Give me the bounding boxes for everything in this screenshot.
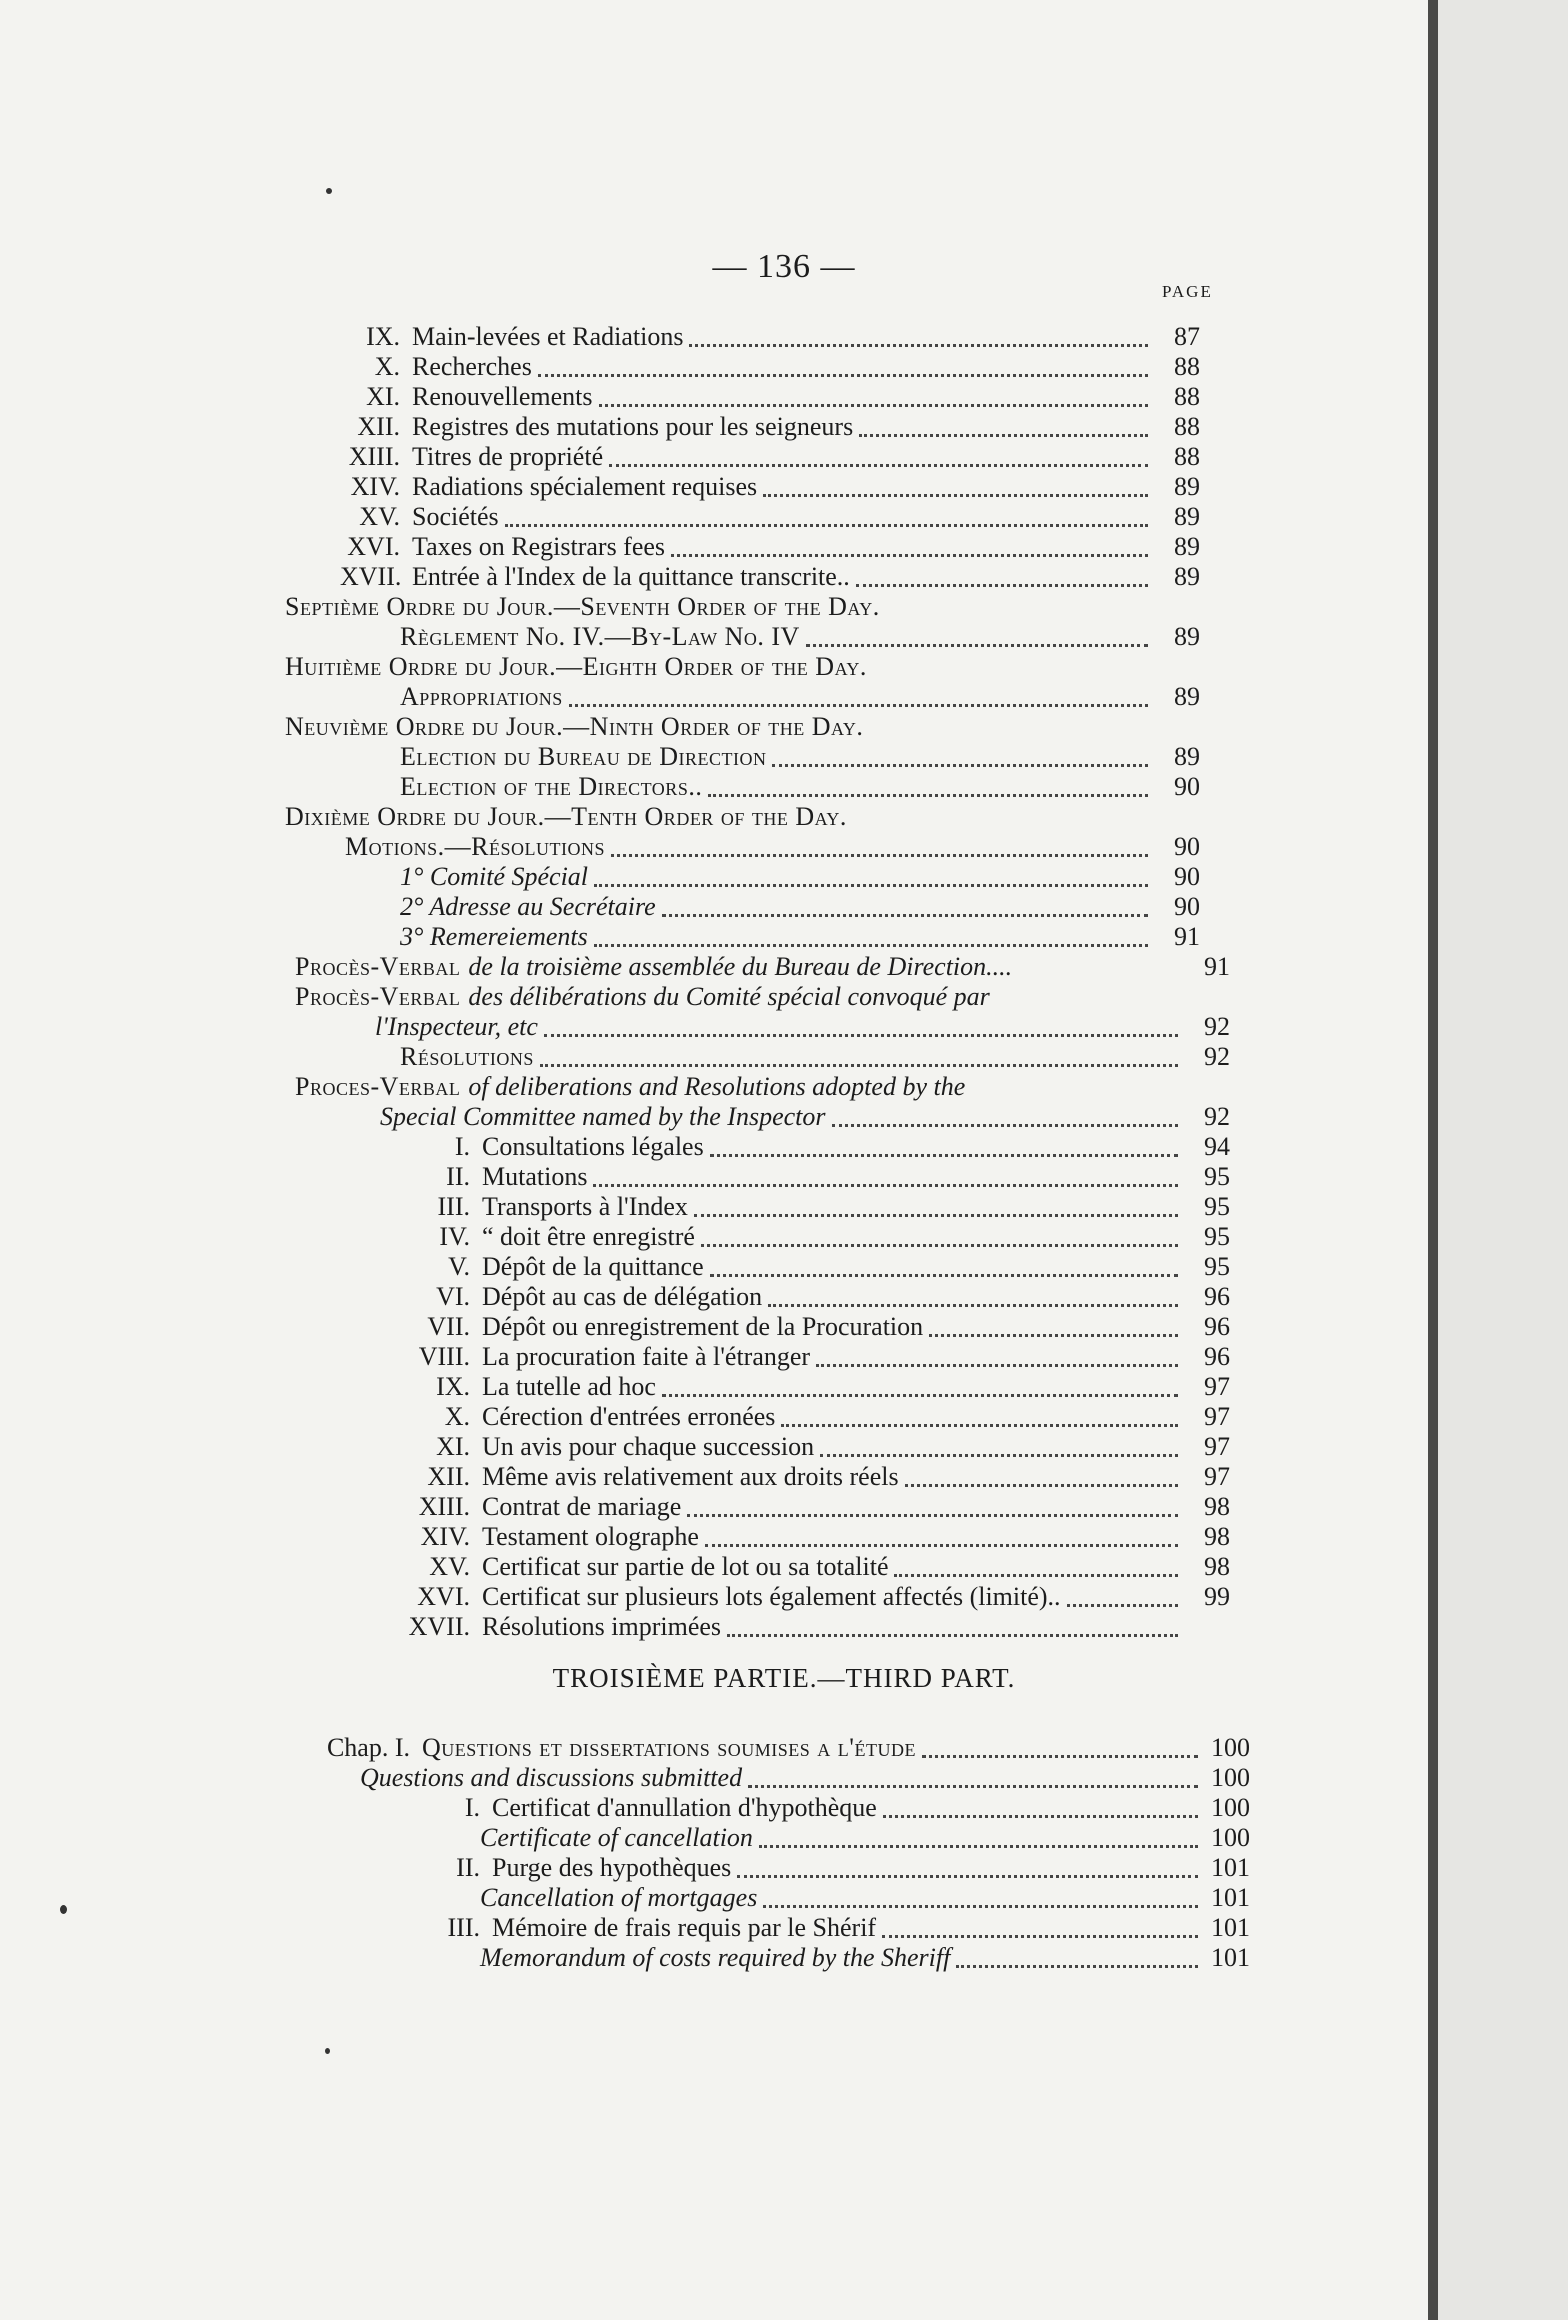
toc-entry	[400, 1192, 1230, 1222]
adjacent-page-strip	[1438, 0, 1568, 2320]
order-of-day-heading: Huitième Ordre du Jour.—Eighth Order of the Day.	[285, 652, 867, 681]
dot-leader	[806, 644, 1148, 647]
entry-number: VII.	[427, 1312, 470, 1341]
entry-page: 89	[1174, 622, 1200, 651]
toc-entry	[420, 1793, 1250, 1823]
entry-page: 94	[1204, 1132, 1230, 1161]
dot-leader	[609, 464, 1148, 467]
entry-page: 92	[1204, 1012, 1230, 1041]
entry-title: l'Inspecteur, etc	[375, 1012, 538, 1041]
entry-title: Radiations spécialement requises	[412, 472, 758, 501]
toc-entry	[340, 322, 1200, 352]
toc-entry	[400, 772, 1200, 802]
dot-leader	[689, 344, 1148, 347]
toc-entry	[400, 1462, 1230, 1492]
dot-leader	[705, 1544, 1178, 1547]
entry-number: XV.	[429, 1552, 470, 1581]
entry-number: XIV.	[420, 1522, 470, 1551]
entry-page: 89	[1174, 742, 1200, 771]
entry-title: de la troisième assemblée du Bureau de Direction....	[468, 952, 1013, 981]
dot-leader	[832, 1124, 1179, 1127]
dot-leader	[781, 1424, 1178, 1427]
entry-title: Election du Bureau de Direction	[400, 742, 767, 771]
entry-title: Consultations légales	[482, 1132, 704, 1161]
entry-number: XV.	[359, 502, 400, 531]
dot-leader	[929, 1334, 1178, 1337]
entry-page: 101	[1211, 1913, 1250, 1942]
entry-page: 90	[1174, 892, 1200, 921]
entry-number: IX.	[436, 1372, 470, 1401]
dot-leader	[956, 1965, 1198, 1968]
entry-title: Résolutions imprimées	[482, 1612, 722, 1641]
entry-page: 96	[1204, 1342, 1230, 1371]
entry-number: II.	[446, 1162, 470, 1191]
entry-page: 90	[1174, 772, 1200, 801]
entry-number: XI.	[366, 382, 400, 411]
dot-leader	[768, 1304, 1178, 1307]
entry-page: 100	[1211, 1733, 1250, 1762]
entry-page: 88	[1174, 442, 1200, 471]
entry-page: 99	[1204, 1582, 1230, 1611]
toc-entry	[400, 1612, 1230, 1642]
toc-entry	[400, 1402, 1230, 1432]
entry-title: 1° Comité Spécial	[400, 862, 589, 891]
entry-page: 98	[1204, 1552, 1230, 1581]
toc-entry	[295, 952, 1230, 982]
entry-title: Appropriations	[400, 682, 563, 711]
entry-title: Testament olographe	[482, 1522, 699, 1551]
dot-leader	[710, 1154, 1178, 1157]
entry-title: Contrat de mariage	[482, 1492, 682, 1521]
entry-number: XII.	[357, 412, 400, 441]
toc-entry	[400, 1132, 1230, 1162]
entry-page: 96	[1204, 1282, 1230, 1311]
toc-entry	[380, 1102, 1230, 1132]
dot-leader	[594, 884, 1148, 887]
entry-title: Dépôt de la quittance	[482, 1252, 704, 1281]
dot-leader	[763, 494, 1148, 497]
dot-leader	[540, 1064, 1178, 1067]
dot-leader	[820, 1454, 1178, 1457]
dot-leader	[772, 764, 1148, 767]
dot-leader	[538, 374, 1148, 377]
toc-entry	[400, 1252, 1230, 1282]
toc-entry	[400, 1312, 1230, 1342]
dot-leader	[859, 434, 1148, 437]
entry-title: Taxes on Registrars fees	[412, 532, 666, 561]
dot-leader	[882, 1935, 1198, 1938]
dot-leader	[708, 794, 1148, 797]
entry-page: 95	[1204, 1192, 1230, 1221]
toc-entry	[340, 412, 1200, 442]
toc-entry	[295, 1072, 1200, 1102]
toc-entry	[420, 1853, 1250, 1883]
toc-entry	[480, 1943, 1250, 1973]
entry-title: Certificat sur plusieurs lots également affectés (limité)..	[482, 1582, 1061, 1611]
toc-entry	[345, 832, 1200, 862]
dot-leader	[883, 1815, 1198, 1818]
dot-leader	[710, 1274, 1178, 1277]
toc-entry	[480, 1823, 1250, 1853]
entry-number: XIV.	[350, 472, 400, 501]
entry-page: 97	[1204, 1372, 1230, 1401]
dot-leader	[544, 1034, 1178, 1037]
entry-title: Certificat sur partie de lot ou sa totalité	[482, 1552, 889, 1581]
entry-number: XVI.	[347, 532, 400, 561]
toc-entry	[400, 862, 1200, 892]
entry-page: 91	[1174, 922, 1200, 951]
entry-title: Questions et dissertations soumises a l'étude	[422, 1733, 916, 1762]
entry-page: 90	[1174, 862, 1200, 891]
entry-title: Mutations	[482, 1162, 588, 1191]
entry-number: VI.	[436, 1282, 470, 1311]
dot-leader	[922, 1755, 1198, 1758]
entry-title: Certificat d'annullation d'hypothèque	[492, 1793, 877, 1822]
order-of-day-heading: Dixième Ordre du Jour.—Tenth Order of the Day.	[285, 802, 847, 831]
entry-number: VIII.	[418, 1342, 470, 1371]
entry-title: Mémoire de frais requis par le Shérif	[492, 1913, 877, 1942]
toc-entry	[420, 1913, 1250, 1943]
toc-entry	[340, 352, 1200, 382]
dot-leader	[662, 914, 1148, 917]
entry-page: 91	[1204, 952, 1230, 981]
entry-page: 101	[1211, 1853, 1250, 1882]
entry-page: 89	[1174, 472, 1200, 501]
toc-entry	[340, 442, 1200, 472]
entry-title: Un avis pour chaque succession	[482, 1432, 815, 1461]
entry-page: 98	[1204, 1492, 1230, 1521]
entry-title: La procuration faite à l'étranger	[482, 1342, 811, 1371]
entry-number: XVII.	[408, 1612, 470, 1641]
third-part-heading: TROISIÈME PARTIE.—THIRD PART.	[552, 1663, 1016, 1693]
ink-speck	[326, 188, 332, 194]
ink-speck	[60, 1905, 67, 1914]
entry-title: “ doit être enregistré	[482, 1222, 695, 1251]
toc-entry	[400, 1432, 1230, 1462]
entry-title: Main-levées et Radiations	[412, 322, 684, 351]
dot-leader	[748, 1785, 1198, 1788]
entry-page: 87	[1174, 322, 1200, 351]
entry-number: I.	[464, 1793, 480, 1822]
entry-title: 3° Remereiements	[400, 922, 588, 951]
entry-page: 95	[1204, 1252, 1230, 1281]
toc-entry	[400, 1042, 1230, 1072]
entry-title: 2° Adresse au Secrétaire	[400, 892, 656, 921]
entry-page: 100	[1211, 1823, 1250, 1852]
entry-number: IV.	[439, 1222, 470, 1251]
ink-speck	[325, 2048, 330, 2054]
dot-leader	[759, 1845, 1198, 1848]
entry-number: I.	[454, 1132, 470, 1161]
toc-entry	[400, 1222, 1230, 1252]
entry-number: Chap. I.	[326, 1733, 410, 1762]
dot-leader	[763, 1905, 1198, 1908]
entry-page: 89	[1174, 562, 1200, 591]
entry-page: 95	[1204, 1162, 1230, 1191]
dot-leader	[856, 584, 1148, 587]
entry-number: XI.	[436, 1432, 470, 1461]
entry-page: 101	[1211, 1883, 1250, 1912]
toc-entry	[400, 1162, 1230, 1192]
entry-title: Même avis relativement aux droits réels	[482, 1462, 899, 1491]
entry-page: 100	[1211, 1793, 1250, 1822]
entry-title: Certificate of cancellation	[480, 1823, 753, 1852]
toc-entry	[340, 562, 1200, 592]
entry-page: 89	[1174, 532, 1200, 561]
entry-number: II.	[456, 1853, 480, 1882]
entry-page: 92	[1204, 1102, 1230, 1131]
toc-entry	[400, 622, 1200, 652]
entry-number: XIII.	[348, 442, 400, 471]
toc-entry	[400, 1282, 1230, 1312]
entry-page: 97	[1204, 1432, 1230, 1461]
entry-page: 88	[1174, 352, 1200, 381]
entry-page: 96	[1204, 1312, 1230, 1341]
entry-number: XVI.	[417, 1582, 470, 1611]
entry-number: V.	[448, 1252, 470, 1281]
entry-title: Cancellation of mortgages	[480, 1883, 758, 1912]
entry-page: 88	[1174, 412, 1200, 441]
entry-title: des délibérations du Comité spécial convoqué par	[468, 982, 990, 1011]
toc-entry	[400, 1552, 1230, 1582]
toc-entry	[400, 1522, 1230, 1552]
toc-entry	[400, 922, 1200, 952]
entry-page: 92	[1204, 1042, 1230, 1071]
order-of-day-heading: Neuvième Ordre du Jour.—Ninth Order of the Day.	[285, 712, 864, 741]
entry-title: Purge des hypothèques	[492, 1853, 732, 1882]
entry-title: Transports à l'Index	[482, 1192, 688, 1221]
entry-number: XII.	[427, 1462, 470, 1491]
dot-leader	[662, 1394, 1178, 1397]
entry-page: 97	[1204, 1462, 1230, 1491]
entry-page: 95	[1204, 1222, 1230, 1251]
entry-title: La tutelle ad hoc	[482, 1372, 656, 1401]
entry-title: Entrée à l'Index de la quittance transcrite..	[412, 562, 850, 591]
entry-title: Résolutions	[400, 1042, 534, 1071]
page-number: — 136 —	[712, 248, 856, 285]
entry-page: 101	[1211, 1943, 1250, 1972]
entry-title: of deliberations and Resolutions adopted by the	[468, 1072, 966, 1101]
entry-title: Renouvellements	[412, 382, 593, 411]
toc-entry	[400, 1372, 1230, 1402]
entry-page: 98	[1204, 1522, 1230, 1551]
toc-entry	[340, 532, 1200, 562]
toc-entry	[400, 892, 1200, 922]
entry-number: XIII.	[418, 1492, 470, 1521]
dot-leader	[905, 1484, 1178, 1487]
entry-page: 89	[1174, 502, 1200, 531]
entry-title: Recherches	[412, 352, 532, 381]
dot-leader	[593, 1184, 1178, 1187]
entry-number: X.	[374, 352, 400, 381]
entry-title: Sociétés	[412, 502, 499, 531]
entry-title: Dépôt ou enregistrement de la Procuration	[482, 1312, 924, 1341]
entry-page: 89	[1174, 682, 1200, 711]
entry-page: 97	[1204, 1402, 1230, 1431]
dot-leader	[727, 1634, 1178, 1637]
dot-leader	[687, 1514, 1178, 1517]
entry-number: X.	[444, 1402, 470, 1431]
entry-title: Memorandum of costs required by the Sheriff	[480, 1943, 951, 1972]
entry-title: Titres de propriété	[412, 442, 604, 471]
dot-leader	[569, 704, 1148, 707]
entry-title: Questions and discussions submitted	[360, 1763, 743, 1792]
entry-page: 100	[1211, 1763, 1250, 1792]
toc-entry	[480, 1883, 1250, 1913]
entry-number: XVII.	[340, 562, 402, 591]
entry-number: IX.	[366, 322, 400, 351]
entry-number: III.	[447, 1913, 480, 1942]
entry-title: Motions.—Résolutions	[345, 832, 605, 861]
toc-entry	[340, 382, 1200, 412]
toc-entry	[375, 1012, 1230, 1042]
entry-title: Règlement No. IV.—By-Law No. IV	[400, 622, 800, 651]
toc-entry	[400, 682, 1200, 712]
dot-leader	[505, 524, 1148, 527]
entry-title: Cérection d'entrées erronées	[482, 1402, 776, 1431]
order-of-day-heading: Septième Ordre du Jour.—Seventh Order of the Day.	[285, 592, 880, 621]
toc-entry	[340, 472, 1200, 502]
dot-leader	[1067, 1604, 1178, 1607]
toc-entry	[400, 742, 1200, 772]
entry-title: Dépôt au cas de délégation	[482, 1282, 763, 1311]
dot-leader	[671, 554, 1148, 557]
entry-lead: Procès-Verbal	[295, 982, 461, 1011]
toc-entry	[295, 982, 1200, 1012]
dot-leader	[694, 1214, 1178, 1217]
dot-leader	[816, 1364, 1178, 1367]
dot-leader	[599, 404, 1148, 407]
toc-entry	[400, 1582, 1230, 1612]
entry-title: Registres des mutations pour les seigneurs	[412, 412, 854, 441]
entry-number: III.	[437, 1192, 470, 1221]
toc-entry	[340, 502, 1200, 532]
entry-lead: Procès-Verbal	[295, 952, 461, 981]
entry-lead: Proces-Verbal	[295, 1072, 461, 1101]
toc-entry	[300, 1733, 1250, 1763]
dot-leader	[894, 1574, 1178, 1577]
entry-page: 88	[1174, 382, 1200, 411]
dot-leader	[737, 1875, 1198, 1878]
dot-leader	[611, 854, 1148, 857]
entry-title: Election of the Directors..	[400, 772, 703, 801]
page-column-label: PAGE	[1162, 282, 1213, 301]
toc-entry	[360, 1763, 1250, 1793]
dot-leader	[701, 1244, 1178, 1247]
toc-entry	[400, 1492, 1230, 1522]
dot-leader	[594, 944, 1148, 947]
entry-title: Special Committee named by the Inspector	[380, 1102, 826, 1131]
page-edge	[1428, 0, 1438, 2320]
toc-entry	[400, 1342, 1230, 1372]
entry-page: 90	[1174, 832, 1200, 861]
